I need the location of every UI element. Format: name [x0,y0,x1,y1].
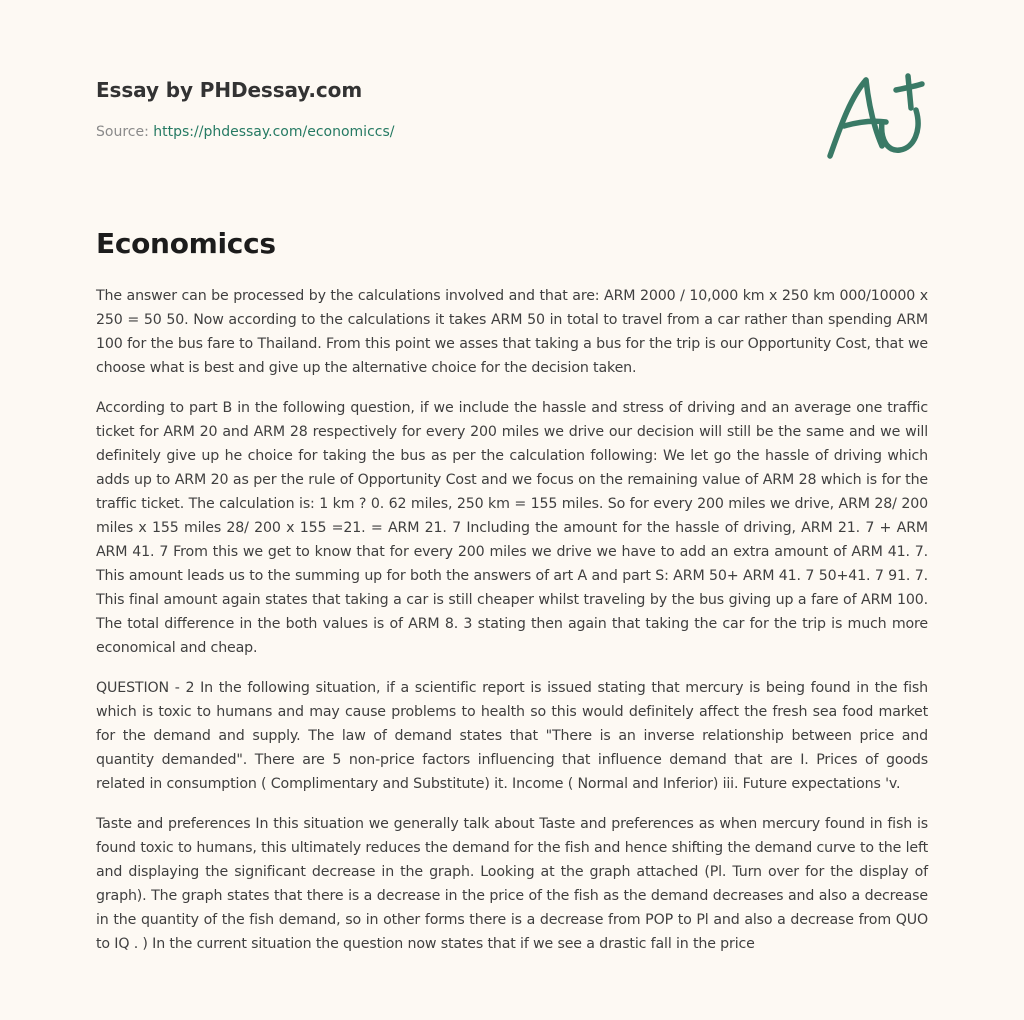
paragraph: QUESTION - 2 In the following situation, if a scientific report is issued stating that mercury is being found in the fish which is toxic to humans and may cause problems to health so this would definitely affect the fresh sea food market for the demand and supply. The law of demand states that "There is an inverse relationship between price and quantity demanded". There are 5 non-price factors influencing that influence demand that are I. Prices of goods related in consumption ( Complimentary and Substitute) it. Income ( Normal and Inferior) iii. Future expectations 'v. [96,680,928,792]
source-line [96,122,796,142]
source-link[interactable]: https://phdessay.com/economiccs/ [153,124,395,140]
paragraph: According to part B in the following question, if we include the hassle and stress of driving and an average one traffic ticket for ARM 20 and ARM 28 respectively for every 200 miles we drive our decision will still be the same and we will definitely give up he choice for taking the bus as per the calculation following: We let go the hassle of driving which adds up to ARM 20 as per the rule of Opportunity Cost and we focus on the remaining value of ARM 28 which is for the traffic ticket. The calculation is: 1 km ? 0. 62 miles, 250 km = 155 miles. So for every 200 miles we drive, ARM 28/ 200 miles x 155 miles 28/ 200 x 155 =21. = ARM 21. 7 Including the amount for the hassle of driving, ARM 21. 7 + ARM ARM 41. 7 From this we get to know that for every 200 miles we drive we have to add an extra amount of ARM 41. 7. This amount leads us to the summing up for both the answers of art A and part S: ARM 50+ ARM 41. 7 50+41. 7 91. 7. This final amount again states that taking a car is still cheaper whilst traveling by the bus giving up a fare of ARM 100. The total difference in the both values is of ARM 8. 3 stating then again that taking the car for the trip is much more economical and cheap. [96,400,928,656]
a-plus-grade-icon [822,68,926,164]
source-label: Source: [96,124,149,140]
paragraph: Taste and preferences In this situation we generally talk about Taste and preferences as when mercury found in fish is found toxic to humans, this ultimately reduces the demand for the fish and hence shifting the demand curve to the left and displaying the significant decrease in the graph. Looking at the graph attached (Pl. Turn over for the display of graph). The graph states that there is a decrease in the price of the fish as the demand decreases and also a decrease in the quantity of the fish demand, so in other forms there is a decrease from POP to Pl and also a decrease from QUO to IQ . ) In the current situation the question now states that if we see a drastic fall in the price [96,816,928,952]
document-title: Economiccs [96,227,276,260]
paragraph: The answer can be processed by the calculations involved and that are: ARM 2000 / 10,000 km x 250 km 000/10000 x 250 = 50 50. Now according to the calculations it takes ARM 50 in total to travel from a car rather than spending ARM 100 for the bus fare to Thailand. From this point we asses that taking a bus for the trip is our Opportunity Cost, that we choose what is best and give up the alternative choice for the decision taken. [96,288,928,376]
essay-header [96,76,796,142]
site-title: Essay by PHDessay.com [96,78,363,102]
essay-body [96,284,928,972]
